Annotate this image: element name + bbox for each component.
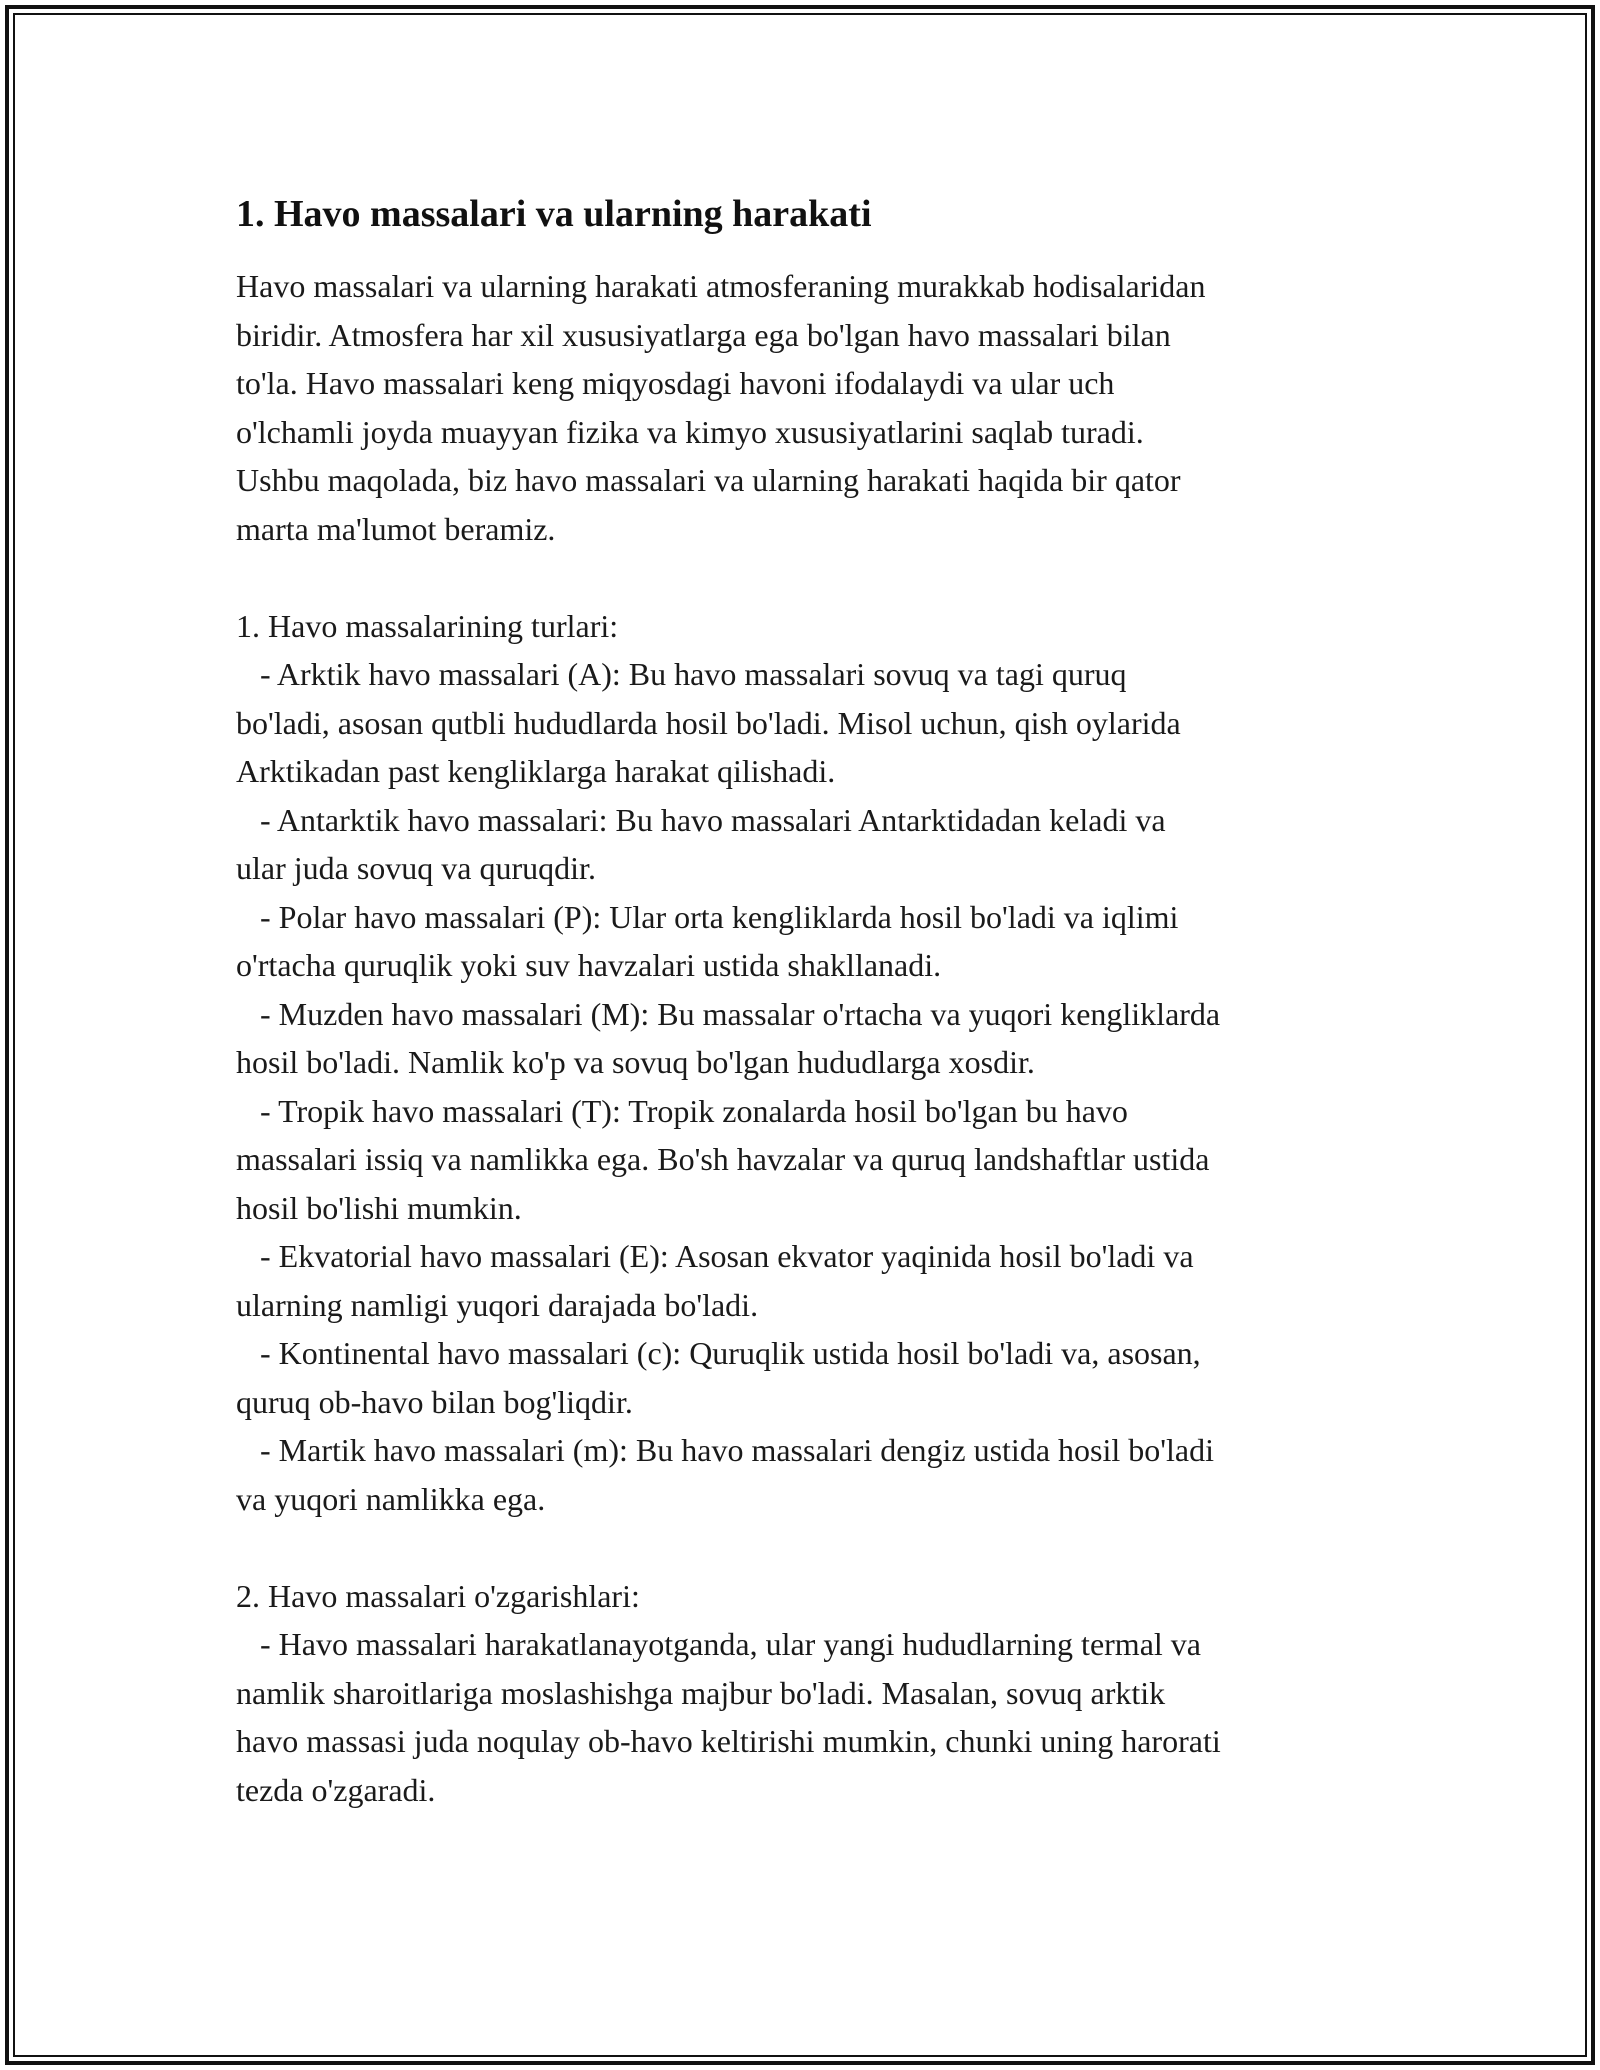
document-content xyxy=(236,186,1386,1814)
document-body: Havo massalari va ularning harakati atmosferaning murakkab hodisalaridan biridir. Atmosfera har xil xususiyatlarga ega bo'lgan havo massalari bilan to'la. Havo massalari keng miqyosdagi havoni ifodalaydi va ular uch o'lchamli joyda muayyan fizika va kimyo xususiyatlarini saqlab turadi. Ushbu maqolada, biz havo massalari va ularning harakati haqida bir qator marta ma'lumot beramiz. 1. Havo massalarining turlari: - Arktik havo massalari (A): Bu havo massalari sovuq va tagi quruq bo'ladi, asosan qutbli hududlarda hosil bo'ladi. Misol uchun, qish oylarida Arktikadan past kengliklarga harakat qilishadi. - Antarktik havo massalari: Bu havo massalari Antarktidadan keladi va ular juda sovuq va quruqdir. - Polar havo massalari (P): Ular orta kengliklarda hosil bo'ladi va iqlimi o'rtacha quruqlik yoki suv havzalari ustida shakllanadi. - Muzden havo massalari (M): Bu massalar o'rtacha va yuqori kengliklarda hosil bo'ladi. Namlik ko'p va sovuq bo'lgan hududlarga xosdir. - Tropik havo massalari (T): Tropik zonalarda hosil bo'lgan bu havo massalari issiq va namlikka ega. Bo'sh havzalar va quruq landshaftlar ustida hosil bo'lishi mumkin. - Ekvatorial havo massalari (E): Asosan ekvator yaqinida hosil bo'ladi va ularning namligi yuqori darajada bo'ladi. - Kontinental havo massalari (c): Quruqlik ustida hosil bo'ladi va, asosan, quruq ob-havo bilan bog'liqdir. - Martik havo massalari (m): Bu havo massalari dengiz ustida hosil bo'ladi va yuqori namlikka ega. 2. Havo massalari o'zgarishlari: - Havo massalari harakatlanayotganda, ular yangi hududlarning termal va namlik sharoitlariga moslashishga majbur bo'ladi. Masalan, sovuq arktik havo massasi juda noqulay ob-havo keltirishi mumkin, chunki uning harorati tezda o'zgaradi. xyxy=(236,268,1221,1808)
document-title: 1. Havo massalari va ularning harakati xyxy=(236,193,872,235)
